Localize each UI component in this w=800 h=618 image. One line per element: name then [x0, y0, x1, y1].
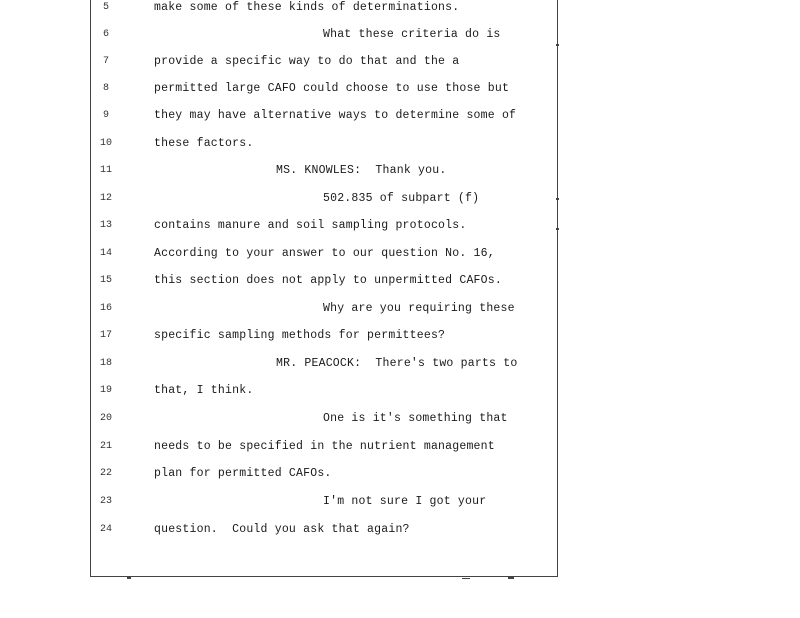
- transcript-line: [0, 328, 800, 348]
- transcript-line: [0, 466, 800, 486]
- line-text: MS. KNOWLES: Thank you.: [276, 164, 447, 177]
- transcript-line: [0, 494, 800, 514]
- line-text: permitted large CAFO could choose to use those but: [154, 82, 510, 95]
- line-text: What these criteria do is: [323, 28, 501, 41]
- scan-speck: [462, 578, 470, 579]
- transcript-line: [0, 439, 800, 459]
- line-number: 6: [102, 29, 109, 40]
- transcript-line: [0, 356, 800, 376]
- line-text: they may have alternative ways to determine some of: [154, 109, 517, 122]
- transcript-line: [0, 522, 800, 542]
- line-number: 14: [99, 248, 112, 259]
- line-text: that, I think.: [154, 384, 254, 397]
- transcript-line: [0, 163, 800, 183]
- scan-speck: [508, 577, 514, 579]
- transcript-line: [0, 0, 800, 20]
- line-number: 13: [99, 220, 112, 231]
- transcript-line: [0, 301, 800, 321]
- line-text: make some of these kinds of determinations.: [154, 1, 460, 14]
- line-number: 17: [99, 330, 112, 341]
- line-text: question. Could you ask that again?: [154, 523, 410, 536]
- line-number: 12: [99, 193, 112, 204]
- line-text: needs to be specified in the nutrient management: [154, 440, 495, 453]
- transcript-line: [0, 383, 800, 403]
- line-text: MR. PEACOCK: There's two parts to: [276, 357, 518, 370]
- line-number: 18: [99, 358, 112, 369]
- transcript-line: [0, 273, 800, 293]
- line-number: 22: [99, 468, 112, 479]
- transcript-line: [0, 27, 800, 47]
- line-text: One is it's something that: [323, 412, 508, 425]
- line-number: 16: [99, 303, 112, 314]
- scan-speck: [556, 44, 559, 46]
- line-number: 21: [99, 441, 112, 452]
- transcript-line: [0, 218, 800, 238]
- scan-speck: [556, 198, 559, 200]
- transcript-line: [0, 54, 800, 74]
- transcript-line: [0, 246, 800, 266]
- transcript-line: [0, 191, 800, 211]
- line-number: 7: [102, 56, 109, 67]
- line-number: 19: [99, 385, 112, 396]
- line-number: 11: [99, 165, 112, 176]
- transcript-line: [0, 136, 800, 156]
- line-number: 23: [99, 496, 112, 507]
- line-text: these factors.: [154, 137, 254, 150]
- transcript-line: [0, 411, 800, 431]
- line-text: plan for permitted CAFOs.: [154, 467, 332, 480]
- transcript-line: [0, 108, 800, 128]
- line-text: specific sampling methods for permittees?: [154, 329, 446, 342]
- line-text: this section does not apply to unpermitted CAFOs.: [154, 274, 502, 287]
- scan-speck: [127, 577, 131, 579]
- line-number: 5: [102, 2, 109, 13]
- line-number: 24: [99, 524, 112, 535]
- line-text: provide a specific way to do that and the a: [154, 55, 460, 68]
- line-number: 10: [99, 138, 112, 149]
- transcript-line: [0, 81, 800, 101]
- line-text: Why are you requiring these: [323, 302, 515, 315]
- scan-speck: [556, 228, 559, 230]
- line-number: 20: [99, 413, 112, 424]
- line-text: contains manure and soil sampling protocols.: [154, 219, 467, 232]
- line-text: According to your answer to our question No. 16,: [154, 247, 495, 260]
- line-text: I'm not sure I got your: [323, 495, 487, 508]
- line-number: 15: [99, 275, 112, 286]
- line-number: 9: [102, 110, 109, 121]
- line-number: 8: [102, 83, 109, 94]
- line-text: 502.835 of subpart (f): [323, 192, 480, 205]
